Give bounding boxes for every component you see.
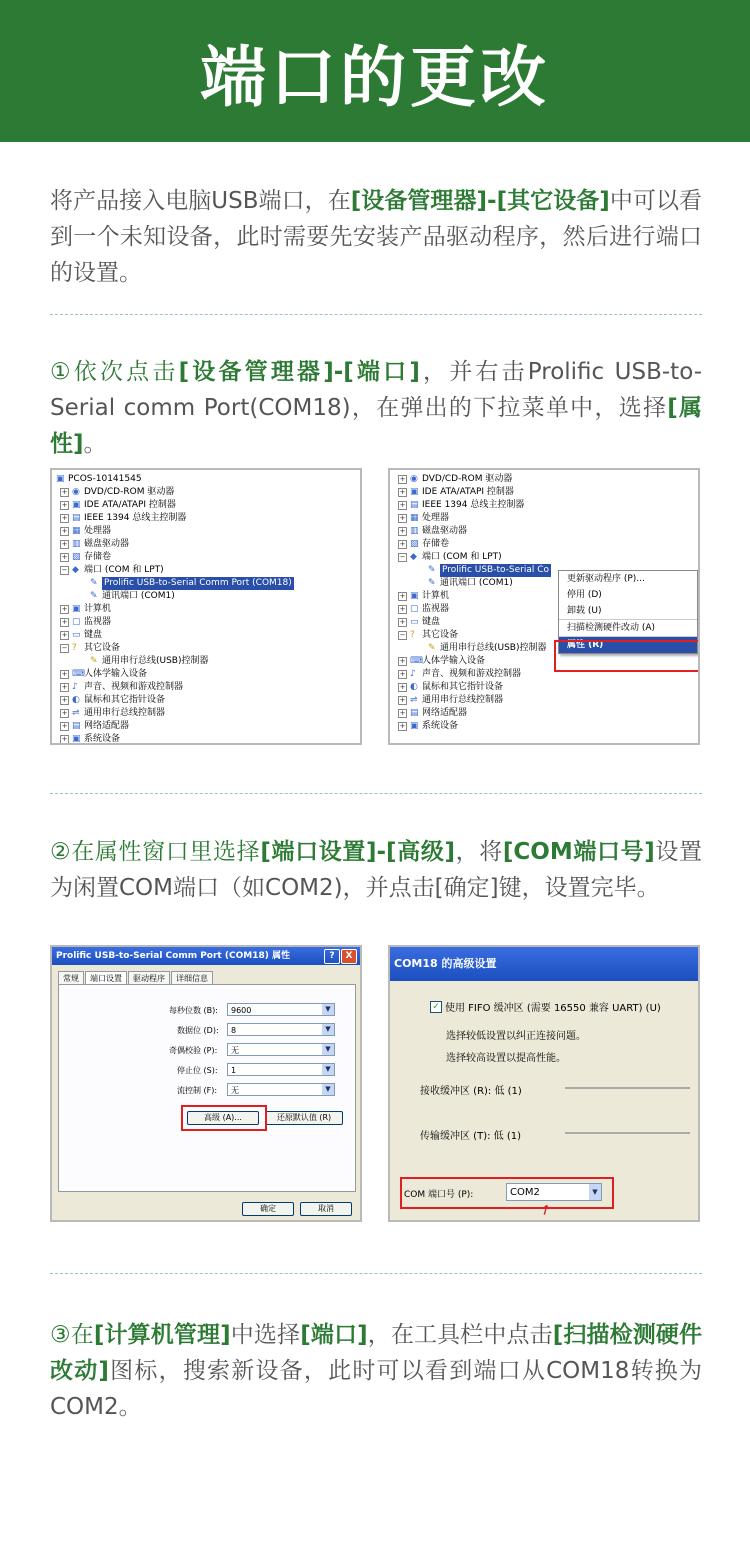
help-button[interactable]: ? xyxy=(324,949,340,964)
intro-paragraph: 将产品接入电脑USB端口，在[设备管理器]-[其它设备]中可以看到一个未知设备，此时需要先安装产品驱动程序，然后进行端口的设置。 xyxy=(50,188,703,286)
com-port-select[interactable]: COM2 ▼ xyxy=(506,1183,602,1201)
device-icon: ▢ xyxy=(72,617,81,627)
divider xyxy=(50,314,702,315)
expand-toggle-icon[interactable]: + xyxy=(61,540,68,548)
device-icon: ▥ xyxy=(410,526,419,536)
menu-disable[interactable]: 停用 (D) xyxy=(567,590,602,600)
tree-item[interactable]: + ⇌ 通用串行总线控制器 xyxy=(399,695,504,705)
tree-item[interactable]: + ▣ 计算机 xyxy=(61,604,112,614)
step2-paragraph: ②在属性窗口里选择[端口设置]-[高级]，将[COM端口号]设置为闲置COM端口（如COM2)，并点击[确定]键，设置完毕。 xyxy=(50,839,703,901)
device-icon: ◉ xyxy=(410,474,418,484)
device-icon: ✎ xyxy=(90,656,98,666)
tree-item[interactable]: + ▦ 处理器 xyxy=(61,526,112,536)
rx-buffer-slider[interactable] xyxy=(565,1087,690,1089)
expand-toggle-icon[interactable]: + xyxy=(399,488,406,496)
tree-item[interactable]: + ▤ IEEE 1394 总线主控制器 xyxy=(61,513,187,523)
menu-scan-hardware[interactable]: 扫描检测硬件改动 (A) xyxy=(559,619,697,636)
device-icon: ▣ xyxy=(410,591,419,601)
chevron-down-icon: ▼ xyxy=(322,1024,334,1035)
expand-toggle-icon[interactable]: + xyxy=(61,709,68,717)
expand-toggle-icon[interactable]: + xyxy=(61,501,68,509)
arrow-pointer-icon: ➚ xyxy=(536,1200,555,1220)
advanced-button[interactable]: 高级 (A)... xyxy=(187,1111,259,1125)
device-icon: ▦ xyxy=(410,513,419,523)
expand-toggle-icon[interactable]: + xyxy=(399,592,406,600)
device-icon: ▦ xyxy=(72,526,81,536)
expand-toggle-icon[interactable]: + xyxy=(399,657,406,665)
expand-toggle-icon[interactable]: + xyxy=(399,527,406,535)
expand-toggle-icon[interactable]: + xyxy=(61,631,68,639)
device-icon: ✎ xyxy=(428,643,436,653)
device-icon: ▤ xyxy=(72,721,81,731)
tree-item[interactable]: ✎ 通讯端口 (COM1) xyxy=(90,591,175,601)
tree-item[interactable]: + ▣ 系统设备 xyxy=(61,734,121,744)
device-icon: ▣ xyxy=(72,734,81,744)
step1-paragraph: ①依次点击[设备管理器]-[端口]，并右击Prolific USB-to-Serial comm Port(COM18)，在弹出的下拉菜单中，选择[属性]。 xyxy=(50,359,703,457)
device-icon: ♪ xyxy=(72,682,78,692)
tree-item[interactable]: + ▧ 存储卷 xyxy=(61,552,112,562)
device-icon: ▤ xyxy=(410,708,419,718)
field-parity-select[interactable]: 无 ▼ xyxy=(227,1043,335,1056)
field-databits-label: 数据位 (D): xyxy=(177,1025,219,1035)
expand-toggle-icon[interactable]: + xyxy=(61,722,68,730)
tree-item[interactable]: + ▧ 存储卷 xyxy=(399,539,450,549)
expand-toggle-icon[interactable]: + xyxy=(399,501,406,509)
field-flow-label: 流控制 (F): xyxy=(177,1085,218,1095)
device-icon: ▭ xyxy=(410,617,419,627)
expand-toggle-icon[interactable]: + xyxy=(399,683,406,691)
expand-toggle-icon[interactable]: + xyxy=(61,683,68,691)
tree-item[interactable]: + ◐ 鼠标和其它指针设备 xyxy=(61,695,166,705)
device-icon: ▥ xyxy=(72,539,81,549)
menu-update-driver[interactable]: 更新驱动程序 (P)... xyxy=(567,574,645,584)
checkbox-checked-icon[interactable]: ✓ xyxy=(430,1001,442,1013)
field-stopbits-label: 停止位 (S): xyxy=(177,1065,218,1075)
tree-item[interactable]: + ◉ DVD/CD-ROM 驱动器 xyxy=(61,487,175,497)
device-icon: ◆ xyxy=(410,552,417,562)
collapse-toggle-icon[interactable]: − xyxy=(61,644,68,652)
tab-port-settings[interactable]: 端口设置 xyxy=(85,971,127,985)
tree-item[interactable]: + ▭ 键盘 xyxy=(399,617,441,627)
collapse-toggle-icon[interactable]: − xyxy=(399,631,406,639)
close-button[interactable]: X xyxy=(341,949,357,964)
tree-item[interactable]: + ▣ IDE ATA/ATAPI 控制器 xyxy=(61,500,176,510)
expand-toggle-icon[interactable]: + xyxy=(61,605,68,613)
chevron-down-icon: ▼ xyxy=(322,1004,334,1015)
chevron-down-icon: ▼ xyxy=(322,1064,334,1075)
device-icon: ⇌ xyxy=(72,708,80,718)
collapse-toggle-icon[interactable]: − xyxy=(399,553,406,561)
tree-item[interactable]: + ♪ 声音、视频和游戏控制器 xyxy=(399,669,522,679)
properties-titlebar: Prolific USB-to-Serial Comm Port (COM18) 属性 ? X xyxy=(52,947,360,965)
device-icon: ◉ xyxy=(72,487,80,497)
expand-toggle-icon[interactable]: + xyxy=(399,605,406,613)
device-icon: ? xyxy=(72,643,77,653)
expand-toggle-icon[interactable]: + xyxy=(61,696,68,704)
tree-item[interactable]: + ▦ 处理器 xyxy=(399,513,450,523)
tree-item[interactable]: + ◐ 鼠标和其它指针设备 xyxy=(399,682,504,692)
computer-icon: ▣ xyxy=(56,474,65,484)
device-icon: ▧ xyxy=(72,552,81,562)
step3-paragraph: ③在[计算机管理]中选择[端口]，在工具栏中点击[扫描检测硬件改动]图标，搜索新设备，此时可以看到端口从COM18转换为COM2。 xyxy=(50,1322,703,1420)
tree-item[interactable]: − ? 其它设备 xyxy=(61,643,121,653)
tree-item[interactable]: − ◆ 端口 (COM 和 LPT) xyxy=(61,565,164,575)
tab-driver[interactable]: 驱动程序 xyxy=(128,971,170,985)
field-flow-select[interactable]: 无 ▼ xyxy=(227,1083,335,1096)
device-icon: ▣ xyxy=(410,487,419,497)
expand-toggle-icon[interactable]: + xyxy=(399,514,406,522)
tree-item[interactable]: + ⌨ 人体学输入设备 xyxy=(399,656,486,666)
device-icon: ▧ xyxy=(410,539,419,549)
menu-uninstall[interactable]: 卸载 (U) xyxy=(567,606,602,616)
device-icon: ◐ xyxy=(72,695,80,705)
device-tree-left xyxy=(52,470,360,745)
restore-defaults-button[interactable]: 还原默认值 (R) xyxy=(265,1111,343,1125)
tree-item[interactable]: + ▢ 监视器 xyxy=(61,617,112,627)
expand-toggle-icon[interactable]: + xyxy=(61,488,68,496)
tree-item[interactable]: + ▥ 磁盘驱动器 xyxy=(399,526,468,536)
device-icon: ✎ xyxy=(428,565,436,575)
advanced-titlebar: COM18 的高级设置 xyxy=(390,947,698,981)
expand-toggle-icon[interactable]: + xyxy=(399,618,406,626)
device-manager-screenshot-left xyxy=(50,468,362,745)
hint-low: 选择较低设置以纠正连接问题。 xyxy=(446,1031,586,1042)
device-icon: ▭ xyxy=(72,630,81,640)
chevron-down-icon: ▼ xyxy=(322,1044,334,1055)
device-icon: ♪ xyxy=(410,669,416,679)
tree-item[interactable]: + ▢ 监视器 xyxy=(399,604,450,614)
tree-item[interactable]: + ◉ DVD/CD-ROM 驱动器 xyxy=(399,474,513,484)
device-icon: ▣ xyxy=(72,604,81,614)
tree-item[interactable]: + ▣ IDE ATA/ATAPI 控制器 xyxy=(399,487,514,497)
device-icon: ◆ xyxy=(72,565,79,575)
device-icon: ⌨ xyxy=(410,656,423,666)
tab-general[interactable]: 常规 xyxy=(58,971,84,985)
device-icon: ▤ xyxy=(72,513,81,523)
expand-toggle-icon[interactable]: + xyxy=(399,709,406,717)
tree-item[interactable]: − ? 其它设备 xyxy=(399,630,459,640)
device-icon: ▣ xyxy=(410,721,419,731)
tree-item[interactable]: ✎ Prolific USB-to-Serial Co xyxy=(428,565,550,575)
tree-item[interactable]: + ⇌ 通用串行总线控制器 xyxy=(61,708,166,718)
expand-toggle-icon[interactable]: + xyxy=(61,670,68,678)
device-icon: ? xyxy=(410,630,415,640)
ok-button[interactable]: 确定 xyxy=(242,1202,294,1216)
tree-item[interactable]: + ▣ 系统设备 xyxy=(399,721,459,731)
tree-item[interactable]: ✎ 通讯端口 (COM1) xyxy=(428,578,513,588)
tree-item[interactable]: + ▣ 计算机 xyxy=(399,591,450,601)
divider xyxy=(50,1273,702,1274)
tx-buffer-label: 传输缓冲区 (T): 低 (1) xyxy=(420,1131,521,1142)
field-stopbits-select[interactable]: 1 ▼ xyxy=(227,1063,335,1076)
tree-item[interactable]: + ▤ 网络适配器 xyxy=(61,721,130,731)
field-parity-label: 奇偶校验 (P): xyxy=(169,1045,218,1055)
header-banner xyxy=(0,0,750,142)
menu-properties[interactable]: 属性 (R) xyxy=(559,636,697,653)
device-manager-screenshot-right xyxy=(388,468,700,745)
tree-item[interactable]: ✎ 通用串行总线(USB)控制器 xyxy=(90,656,209,666)
device-icon: ▣ xyxy=(72,500,81,510)
tab-strip xyxy=(52,965,360,985)
expand-toggle-icon[interactable]: + xyxy=(61,618,68,626)
device-icon: ✎ xyxy=(428,578,436,588)
expand-toggle-icon[interactable]: + xyxy=(61,527,68,535)
chevron-down-icon: ▼ xyxy=(322,1084,334,1095)
tx-buffer-slider[interactable] xyxy=(565,1132,690,1134)
tree-item[interactable]: + ⌨ 人体学输入设备 xyxy=(61,669,148,679)
fifo-option[interactable]: ✓ 使用 FIFO 缓冲区 (需要 16550 兼容 UART) (U) xyxy=(430,999,661,1014)
tab-details[interactable]: 详细信息 xyxy=(171,971,213,985)
field-baud-label: 每秒位数 (B): xyxy=(169,1005,218,1015)
tree-item[interactable]: + ▤ 网络适配器 xyxy=(399,708,468,718)
highlight-box xyxy=(400,1177,614,1209)
expand-toggle-icon[interactable]: + xyxy=(399,696,406,704)
highlight-box xyxy=(181,1105,267,1131)
expand-toggle-icon[interactable]: + xyxy=(61,735,68,743)
expand-toggle-icon[interactable]: + xyxy=(61,514,68,522)
expand-toggle-icon[interactable]: + xyxy=(399,670,406,678)
device-icon: ▤ xyxy=(410,500,419,510)
expand-toggle-icon[interactable]: + xyxy=(61,553,68,561)
rx-buffer-label: 接收缓冲区 (R): 低 (1) xyxy=(420,1086,522,1097)
tree-root[interactable]: ▣ PCOS-10141545 xyxy=(56,474,142,484)
device-icon: ✎ xyxy=(90,578,98,588)
field-databits-select[interactable]: 8 ▼ xyxy=(227,1023,335,1036)
field-baud-select[interactable]: 9600 ▼ xyxy=(227,1003,335,1016)
expand-toggle-icon[interactable]: + xyxy=(399,722,406,730)
hint-high: 选择较高设置以提高性能。 xyxy=(446,1053,566,1064)
collapse-toggle-icon[interactable]: − xyxy=(61,566,68,574)
chevron-down-icon: ▼ xyxy=(589,1184,601,1200)
tree-item[interactable]: ✎ 通用串行总线(USB)控制器 xyxy=(428,643,547,653)
advanced-settings-screenshot xyxy=(388,945,700,1222)
device-icon: ◐ xyxy=(410,682,418,692)
tree-item[interactable]: + ♪ 声音、视频和游戏控制器 xyxy=(61,682,184,692)
tree-item[interactable]: + ▥ 磁盘驱动器 xyxy=(61,539,130,549)
tree-item[interactable]: ✎ Prolific USB-to-Serial Comm Port (COM18) xyxy=(90,578,292,588)
tree-item[interactable]: − ◆ 端口 (COM 和 LPT) xyxy=(399,552,502,562)
properties-dialog-screenshot xyxy=(50,945,362,1222)
divider xyxy=(50,793,702,794)
device-icon: ⌨ xyxy=(72,669,85,679)
expand-toggle-icon[interactable]: + xyxy=(399,540,406,548)
tree-item[interactable]: + ▭ 键盘 xyxy=(61,630,103,640)
expand-toggle-icon[interactable]: + xyxy=(399,475,406,483)
com-port-label: COM 端口号 (P): xyxy=(404,1190,474,1200)
device-icon: ⇌ xyxy=(410,695,418,705)
device-icon: ▢ xyxy=(410,604,419,614)
highlight-box xyxy=(554,640,700,672)
device-icon: ✎ xyxy=(90,591,98,601)
tab-panel xyxy=(58,984,356,1192)
cancel-button[interactable]: 取消 xyxy=(300,1202,352,1216)
tree-item[interactable]: + ▤ IEEE 1394 总线主控制器 xyxy=(399,500,525,510)
page-title: 端口的更改 xyxy=(200,38,550,116)
